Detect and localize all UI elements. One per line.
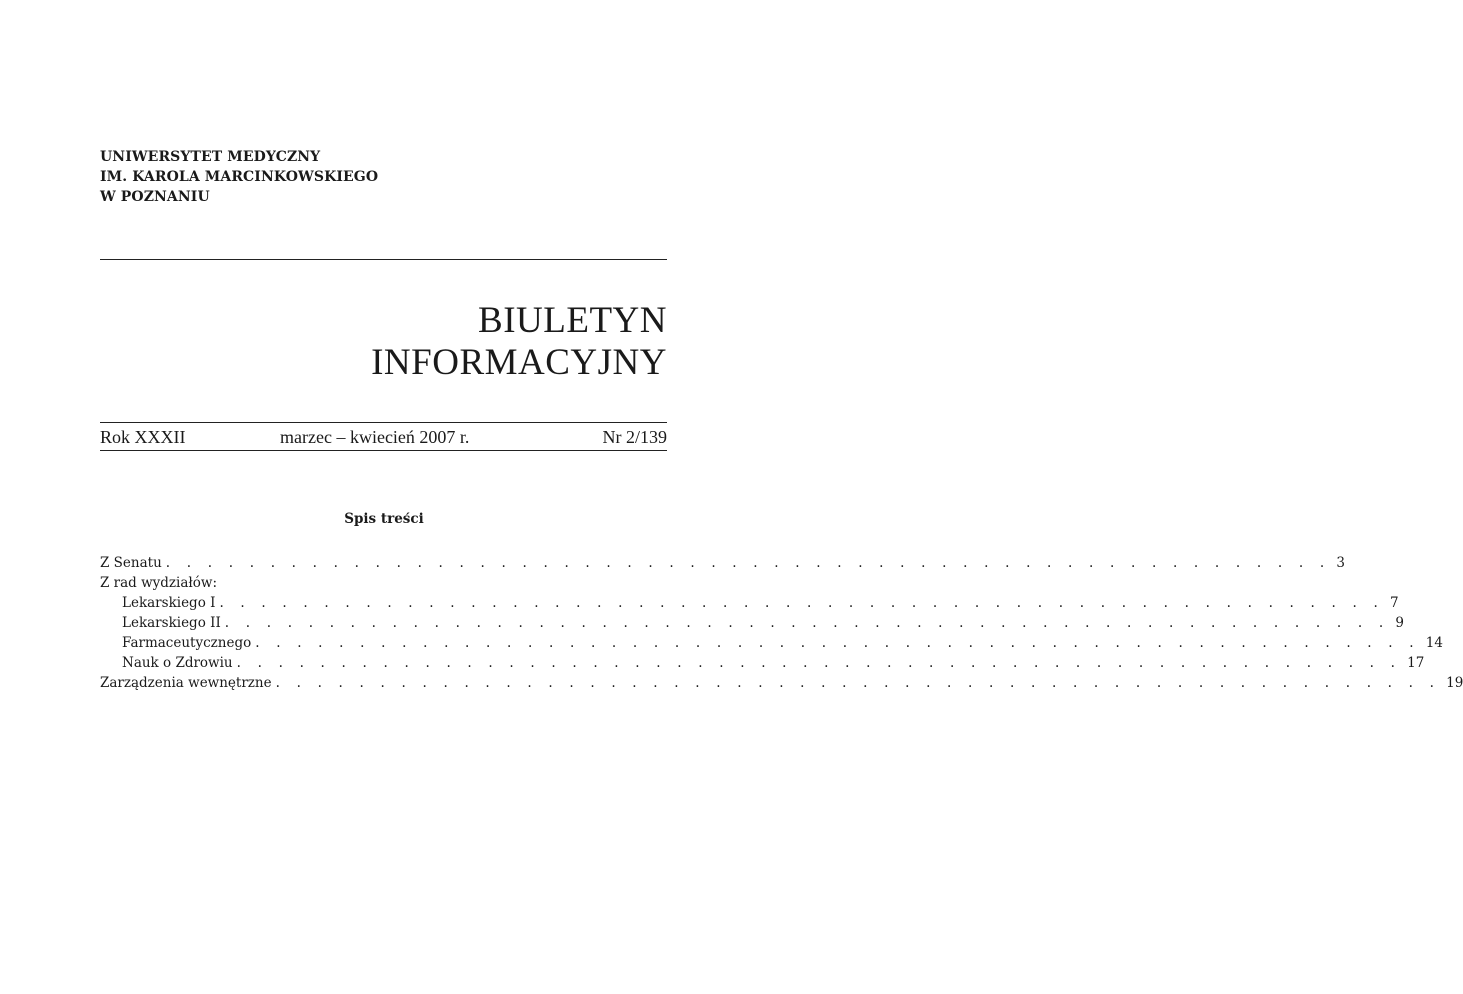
issue-date: marzec – kwiecień 2007 r. xyxy=(280,427,470,447)
toc-leader-dots: . . . . . . . . . . . . . . . . . . . . . . . . . . . . . . . . . . . . . . . . . . . . . . . . . . . . . . . . xyxy=(255,635,1420,651)
toc-entry-label: Z rad wydziałów: xyxy=(100,575,218,591)
toc-entry-page: 7 xyxy=(1389,595,1399,611)
top-divider xyxy=(100,259,667,260)
toc-entry-label: Nauk o Zdrowiu xyxy=(122,655,233,671)
issue-divider-top xyxy=(100,422,667,423)
issue-year: Rok XXXII xyxy=(100,427,186,447)
institution-line-2: IM. KAROLA MARCINKOWSKIEGO xyxy=(100,169,379,185)
toc-entry-internal-orders[interactable] xyxy=(100,673,1463,693)
toc-leader-dots: . . . . . . . . . . . . . . . . . . . . . . . . . . . . . . . . . . . . . . . . . . . . . . . . . . . . . . . . xyxy=(219,595,1384,611)
toc-entry-senate[interactable] xyxy=(100,553,1345,573)
bulletin-title xyxy=(371,300,667,384)
toc-entry-page: 9 xyxy=(1395,615,1404,631)
toc-entry-page: 3 xyxy=(1336,555,1345,571)
title-line-1: BIULETYN xyxy=(478,300,667,341)
toc-leader-dots: . . . . . . . . . . . . . . . . . . . . . . . . . . . . . . . . . . . . . . . . . . . . . . . . . . . . . . . . xyxy=(236,655,1402,671)
title-line-2: INFORMACYJNY xyxy=(371,342,667,383)
toc-entry-label: Farmaceutycznego xyxy=(122,635,252,651)
institution-line-1: UNIWERSYTET MEDYCZNY xyxy=(100,149,321,165)
table-of-contents xyxy=(100,553,1463,693)
toc-heading: Spis treści xyxy=(344,511,424,527)
toc-entry-page: 19 xyxy=(1446,675,1463,691)
toc-entry-page: 17 xyxy=(1407,655,1425,671)
issue-number: Nr 2/139 xyxy=(602,427,667,447)
toc-entry-medicine-1[interactable] xyxy=(100,593,1399,613)
toc-entry-page: 14 xyxy=(1425,635,1443,651)
toc-entry-health-sciences[interactable] xyxy=(100,653,1425,673)
issue-divider-bottom xyxy=(100,450,667,451)
toc-entry-label: Lekarskiego II xyxy=(122,615,221,631)
issue-info xyxy=(100,426,667,448)
toc-entry-pharmacy[interactable] xyxy=(100,633,1443,653)
toc-entry-label: Z Senatu xyxy=(100,555,162,571)
toc-entry-medicine-2[interactable] xyxy=(100,613,1404,633)
institution-name xyxy=(100,147,378,207)
toc-leader-dots: . . . . . . . . . . . . . . . . . . . . . . . . . . . . . . . . . . . . . . . . . . . . . . . . . . . . . . . . xyxy=(275,675,1441,691)
toc-entry-faculty-councils xyxy=(100,573,667,593)
toc-entry-label: Lekarskiego I xyxy=(122,595,216,611)
toc-leader-dots: . . . . . . . . . . . . . . . . . . . . . . . . . . . . . . . . . . . . . . . . . . . . . . . . . . . . . . . . xyxy=(224,615,1390,631)
institution-line-3: W POZNANIU xyxy=(100,189,210,205)
toc-leader-dots: . . . . . . . . . . . . . . . . . . . . . . . . . . . . . . . . . . . . . . . . . . . . . . . . . . . . . . . . xyxy=(165,555,1331,571)
toc-entry-label: Zarządzenia wewnętrzne xyxy=(100,675,272,691)
